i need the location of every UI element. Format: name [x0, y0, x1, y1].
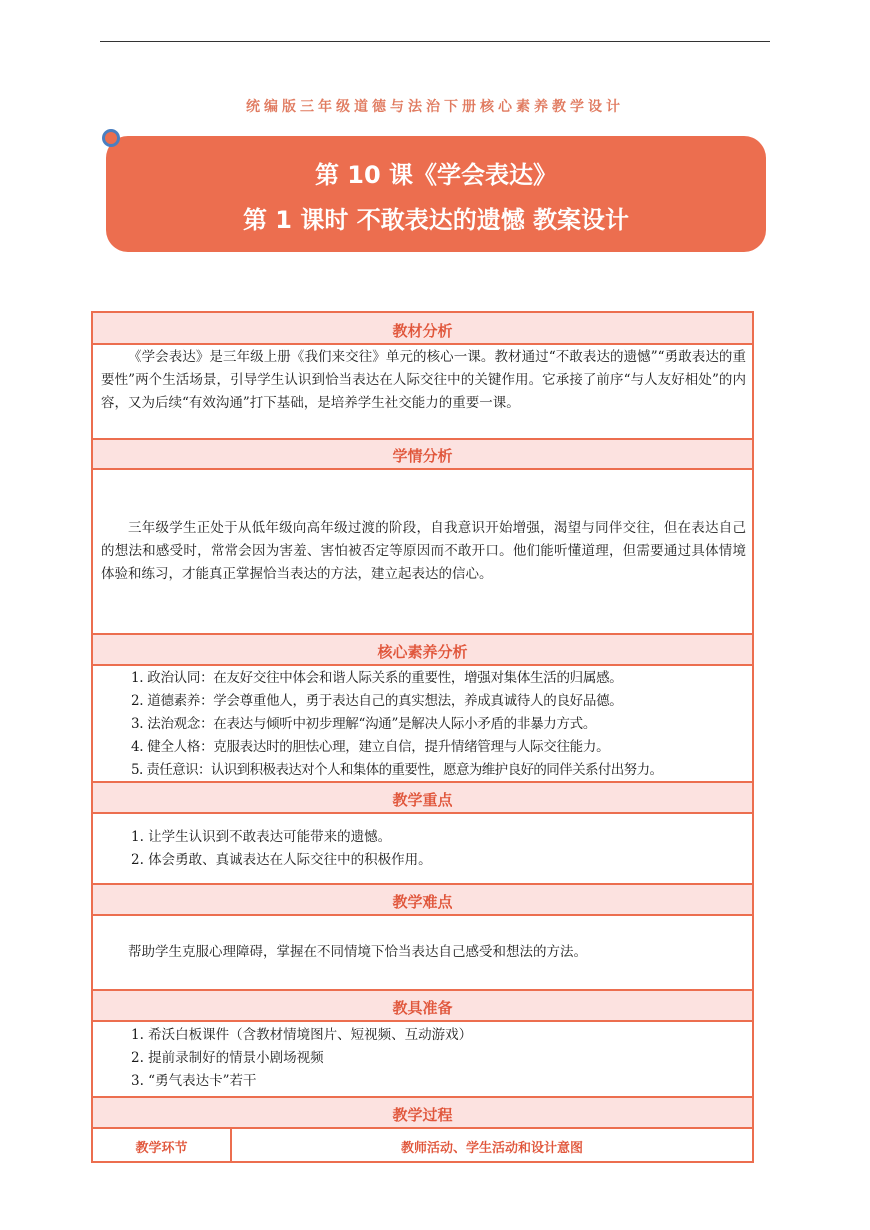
document-subtitle: 统编版三年级道德与法治下册核心素养教学设计 [246, 99, 624, 115]
section-header-process: 教学过程 [93, 1098, 752, 1129]
section-header-textbook: 教材分析 [93, 313, 752, 345]
list-item: 1. 政治认同：在友好交往中体会和谐人际关系的重要性，增强对集体生活的归属感。 [131, 670, 623, 686]
section-header-materials: 教具准备 [93, 991, 752, 1022]
process-column-headers [93, 1129, 752, 1161]
lesson-title: 第 10 课《学会表达》 [314, 161, 558, 189]
lesson-plan-table [91, 311, 754, 1163]
list-item: 2. 体会勇敢、真诚表达在人际交往中的积极作用。 [131, 851, 432, 868]
list-item: 4. 健全人格：克服表达时的胆怯心理，建立自信，提升情绪管理与人际交往能力。 [131, 739, 610, 755]
section-header-students: 学情分析 [93, 440, 752, 470]
list-item: 5. 责任意识：认识到积极表达对个人和集体的重要性，愿意为维护良好的同伴关系付出努力。 [131, 762, 663, 778]
section-body-materials [93, 1022, 752, 1098]
list-item: 1. 希沃白板课件（含教材情境图片、短视频、互动游戏） [131, 1027, 473, 1043]
section-body-literacy [93, 666, 752, 783]
list-item: 2. 提前录制好的情景小剧场视频 [131, 1050, 324, 1066]
section-header-literacy: 核心素养分析 [93, 635, 752, 666]
section-header-difficulties: 教学难点 [93, 885, 752, 916]
top-rule [100, 41, 770, 42]
column-header-stage: 教学环节 [93, 1129, 232, 1161]
section-body-students [93, 470, 752, 635]
section-header-key-points: 教学重点 [93, 783, 752, 814]
banner-circle-icon [102, 129, 120, 147]
column-header-activities: 教师活动、学生活动和设计意图 [400, 1140, 583, 1156]
textbook-analysis-text: 《学会表达》是三年级上册《我们来交往》单元的核心一课。教材通过“不敢表达的遗憾”“勇敢表达的重要性”两个生活场景，引导学生认识到恰当表达在人际交往中的关键作用。它承接了前序“与人友好相处”的内容，又为后续“有效沟通”打下基础，是培养学生社交能力的重要一课。 [101, 349, 746, 411]
section-body-difficulties [93, 916, 752, 991]
period-title: 第 1 课时 不敢表达的遗憾 教案设计 [242, 206, 630, 234]
list-item: 1. 让学生认识到不敢表达可能带来的遗憾。 [131, 828, 392, 845]
list-item: 3. “勇气表达卡”若干 [131, 1073, 257, 1089]
student-analysis-text: 三年级学生正处于从低年级向高年级过渡的阶段，自我意识开始增强，渴望与同伴交往，但在表达自己的想法和感受时，常常会因为害羞、害怕被否定等原因而不敢开口。他们能听懂道理，但需要通过具体情境体验和练习，才能真正掌握恰当表达的方法，建立起表达的信心。 [101, 520, 746, 582]
list-item: 3. 法治观念：在表达与倾听中初步理解“沟通”是解决人际小矛盾的非暴力方式。 [131, 716, 597, 732]
list-item: 2. 道德素养：学会尊重他人，勇于表达自己的真实想法，养成真诚待人的良好品德。 [131, 693, 623, 709]
section-body-key-points [93, 814, 752, 885]
section-body-textbook [93, 345, 752, 440]
difficulties-text: 帮助学生克服心理障碍，掌握在不同情境下恰当表达自己感受和想法的方法。 [128, 944, 587, 960]
